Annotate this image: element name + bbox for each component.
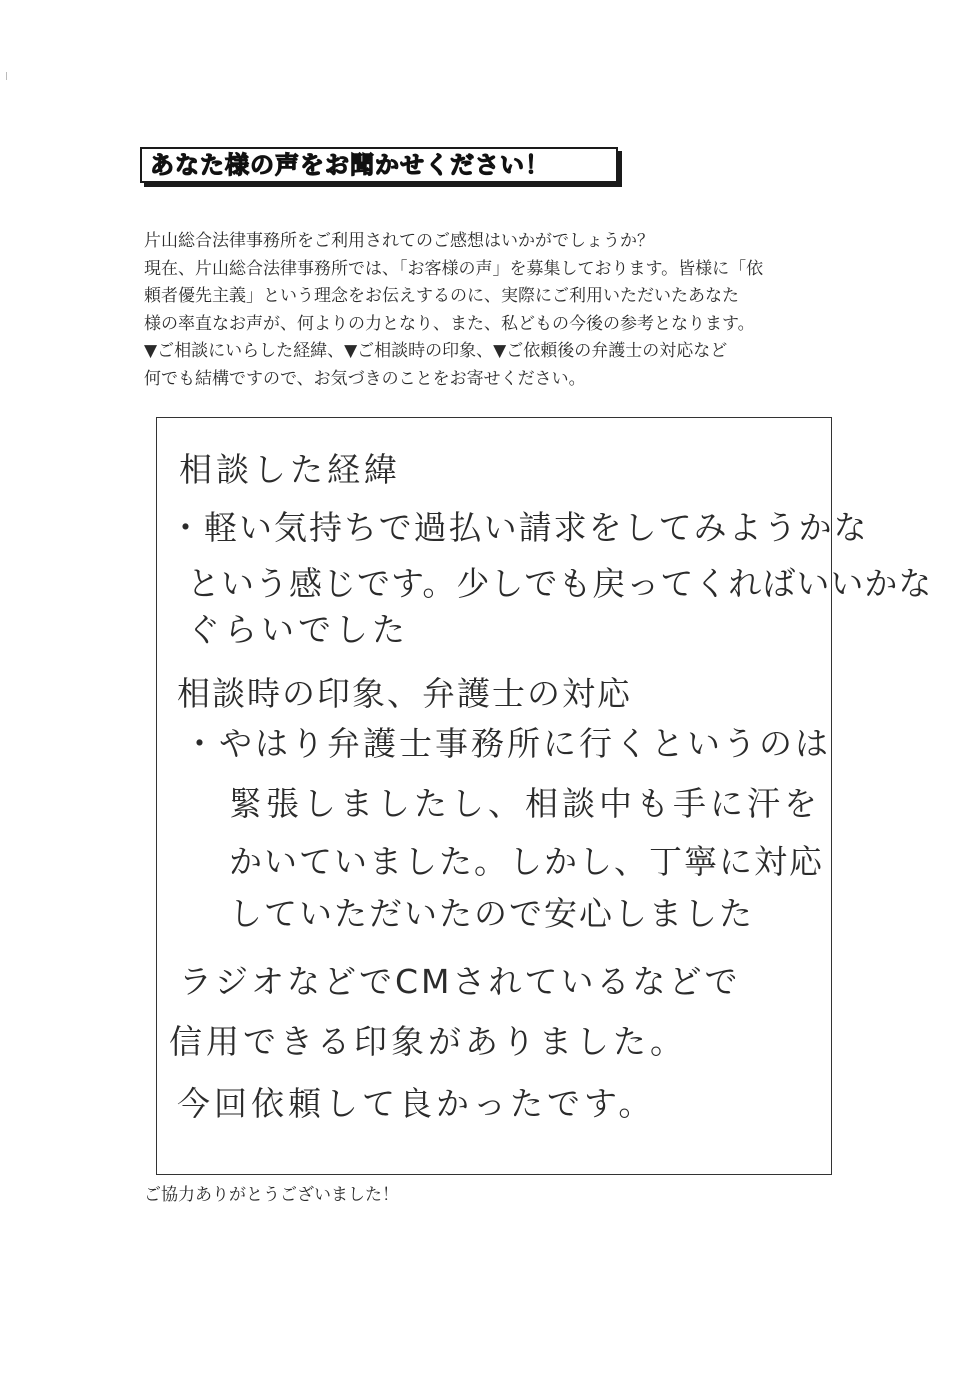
intro-line: 様の率直なお声が、何よりの力となり、また、私どもの今後の参考となります。 [144, 313, 755, 334]
intro-line: 現在、片山総合法律事務所では、「お客様の声」を募集しております。皆様に「依 [144, 258, 764, 279]
handwritten-line: 今回依頼して良かったです。 [177, 1084, 656, 1123]
intro-text [144, 228, 844, 393]
intro-line: 頼者優先主義」という理念をお伝えするのに、実際にご利用いただいたあなた [144, 286, 739, 306]
handwritten-heading-impression: 相談時の印象、弁護士の対応 [177, 674, 632, 713]
intro-line: 片山総合法律事務所をご利用されてのご感想はいかがでしょうか？ [144, 231, 654, 251]
handwritten-line: 緊張しましたし、相談中も手に汗を [229, 784, 821, 823]
handwritten-line: 信用できる印象がありました。 [169, 1022, 687, 1061]
handwritten-line: ぐらいでした [187, 610, 409, 649]
handwritten-line: という感じです。少しでも戻ってくればいいかな [187, 564, 933, 603]
thanks-text: ご協力ありがとうございました！ [144, 1185, 399, 1205]
intro-line: 何でも結構ですので、お気づきのことをお寄せください。 [144, 368, 586, 389]
handwritten-answer-box [156, 417, 933, 1175]
handwritten-line: ラジオなどでCMされているなどで [179, 962, 741, 1001]
intro-line: ▼ご相談にいらした経緯、▼ご相談時の印象、▼ご依頼後の弁護士の対応など [144, 341, 728, 361]
handwritten-line: していただいたので安心しました [229, 894, 754, 933]
scan-mark [6, 72, 7, 80]
form-title: あなた様の声をお聞かせください！ [150, 151, 550, 179]
handwritten-line: かいていました。しかし、丁寧に対応 [229, 842, 824, 881]
handwritten-line: ・やはり弁護士事務所に行くというのは [183, 724, 831, 763]
handwritten-line: ・軽い気持ちで過払い請求をしてみようかな [169, 508, 869, 547]
handwritten-heading-consultation-reason: 相談した経緯 [179, 450, 401, 489]
form-title-box [140, 147, 618, 183]
